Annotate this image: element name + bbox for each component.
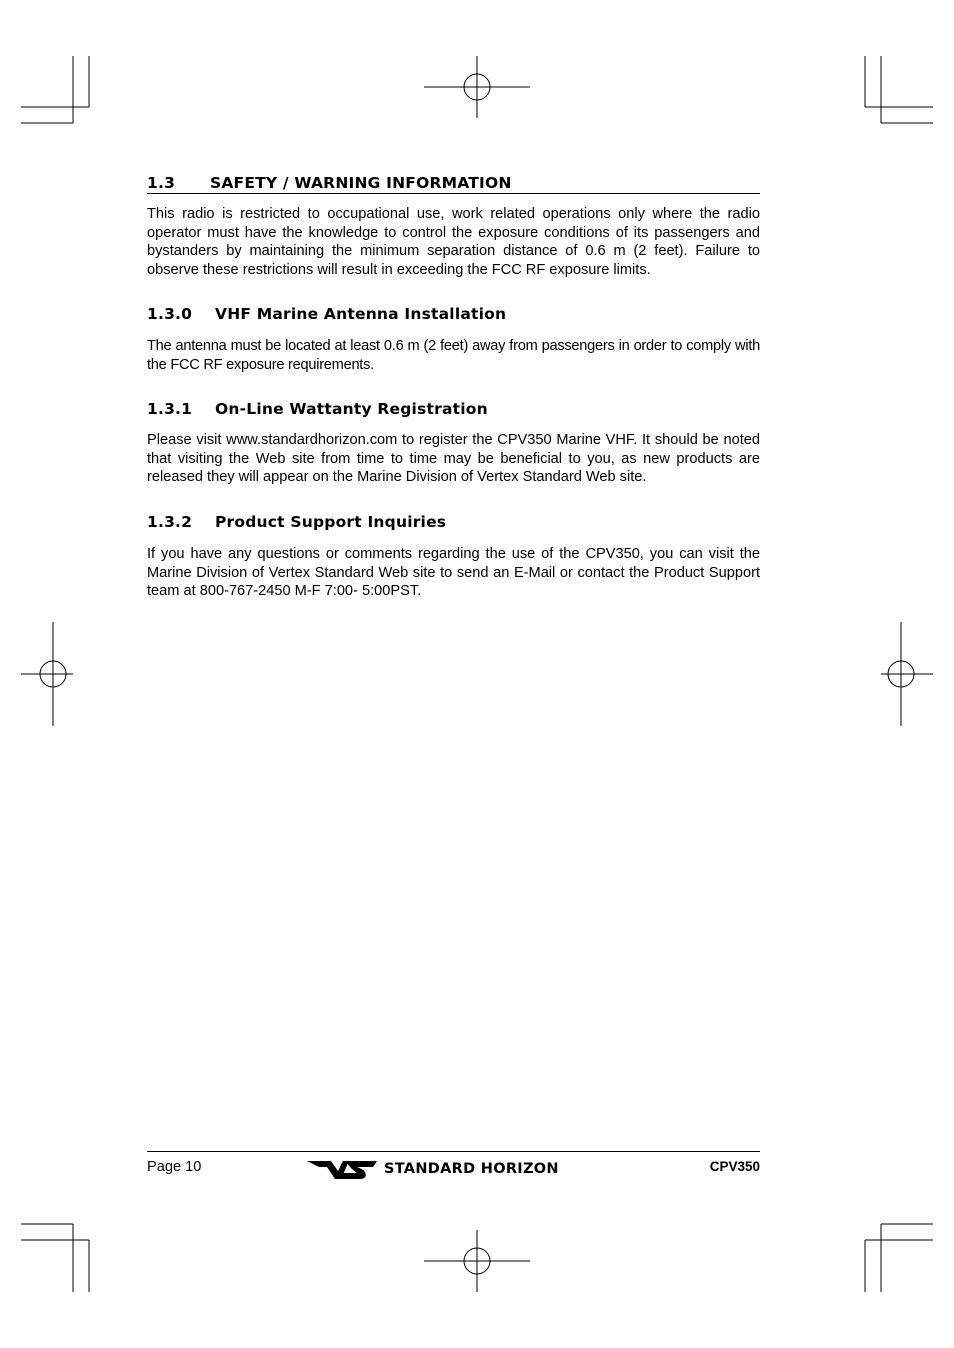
page-number: Page 10 — [147, 1159, 202, 1175]
subsection-heading — [147, 400, 760, 418]
subsection-title: VHF Marine Antenna Installation — [215, 305, 507, 323]
subsection-title: On-Line Wattanty Registration — [215, 400, 488, 418]
standard-horizon-logo-icon — [305, 1158, 381, 1182]
intro-paragraph: This radio is restricted to occupational use, work related operations only where the radio operator must have the knowledge to control the exposure conditions of its passengers and bystanders by maintaining the minimum separation distance of 0.6 m (2 feet). Failure to observe these restrictions will result in exceeding the FCC RF exposure limits. — [147, 206, 760, 278]
subsection-body: Please visit www.standardhorizon.com to register the CPV350 Marine VHF. It should be noted that visiting the Web site from time to time may be beneficial to you, as new products are released they will appear on the Marine Division of Vertex Standard Web site. — [147, 432, 760, 486]
subsection-number: 1.3.0 — [147, 305, 193, 323]
subsection-body: If you have any questions or comments regarding the use of the CPV350, you can visit the Marine Division of Vertex Standard Web site to send an E-Mail or contact the Product Support team at 800-767-2450 M-F 7:00- 5:00PST. — [147, 546, 760, 600]
subsection-title: Product Support Inquiries — [215, 513, 447, 531]
model-name: CPV350 — [709, 1159, 760, 1174]
subsection-heading — [147, 305, 760, 323]
subsection-body: The antenna must be located at least 0.6 m (2 feet) away from passengers in order to comply with the FCC RF exposure requirements. — [147, 338, 760, 373]
section-title: SAFETY / WARNING INFORMATION — [210, 174, 512, 192]
footer-divider — [147, 1151, 760, 1152]
section-heading — [147, 174, 760, 194]
subsection-heading — [147, 513, 760, 531]
subsection-number: 1.3.1 — [147, 400, 193, 418]
brand-name: STANDARD HORIZON — [384, 1161, 559, 1177]
subsection-number: 1.3.2 — [147, 513, 193, 531]
section-number: 1.3 — [147, 174, 176, 192]
